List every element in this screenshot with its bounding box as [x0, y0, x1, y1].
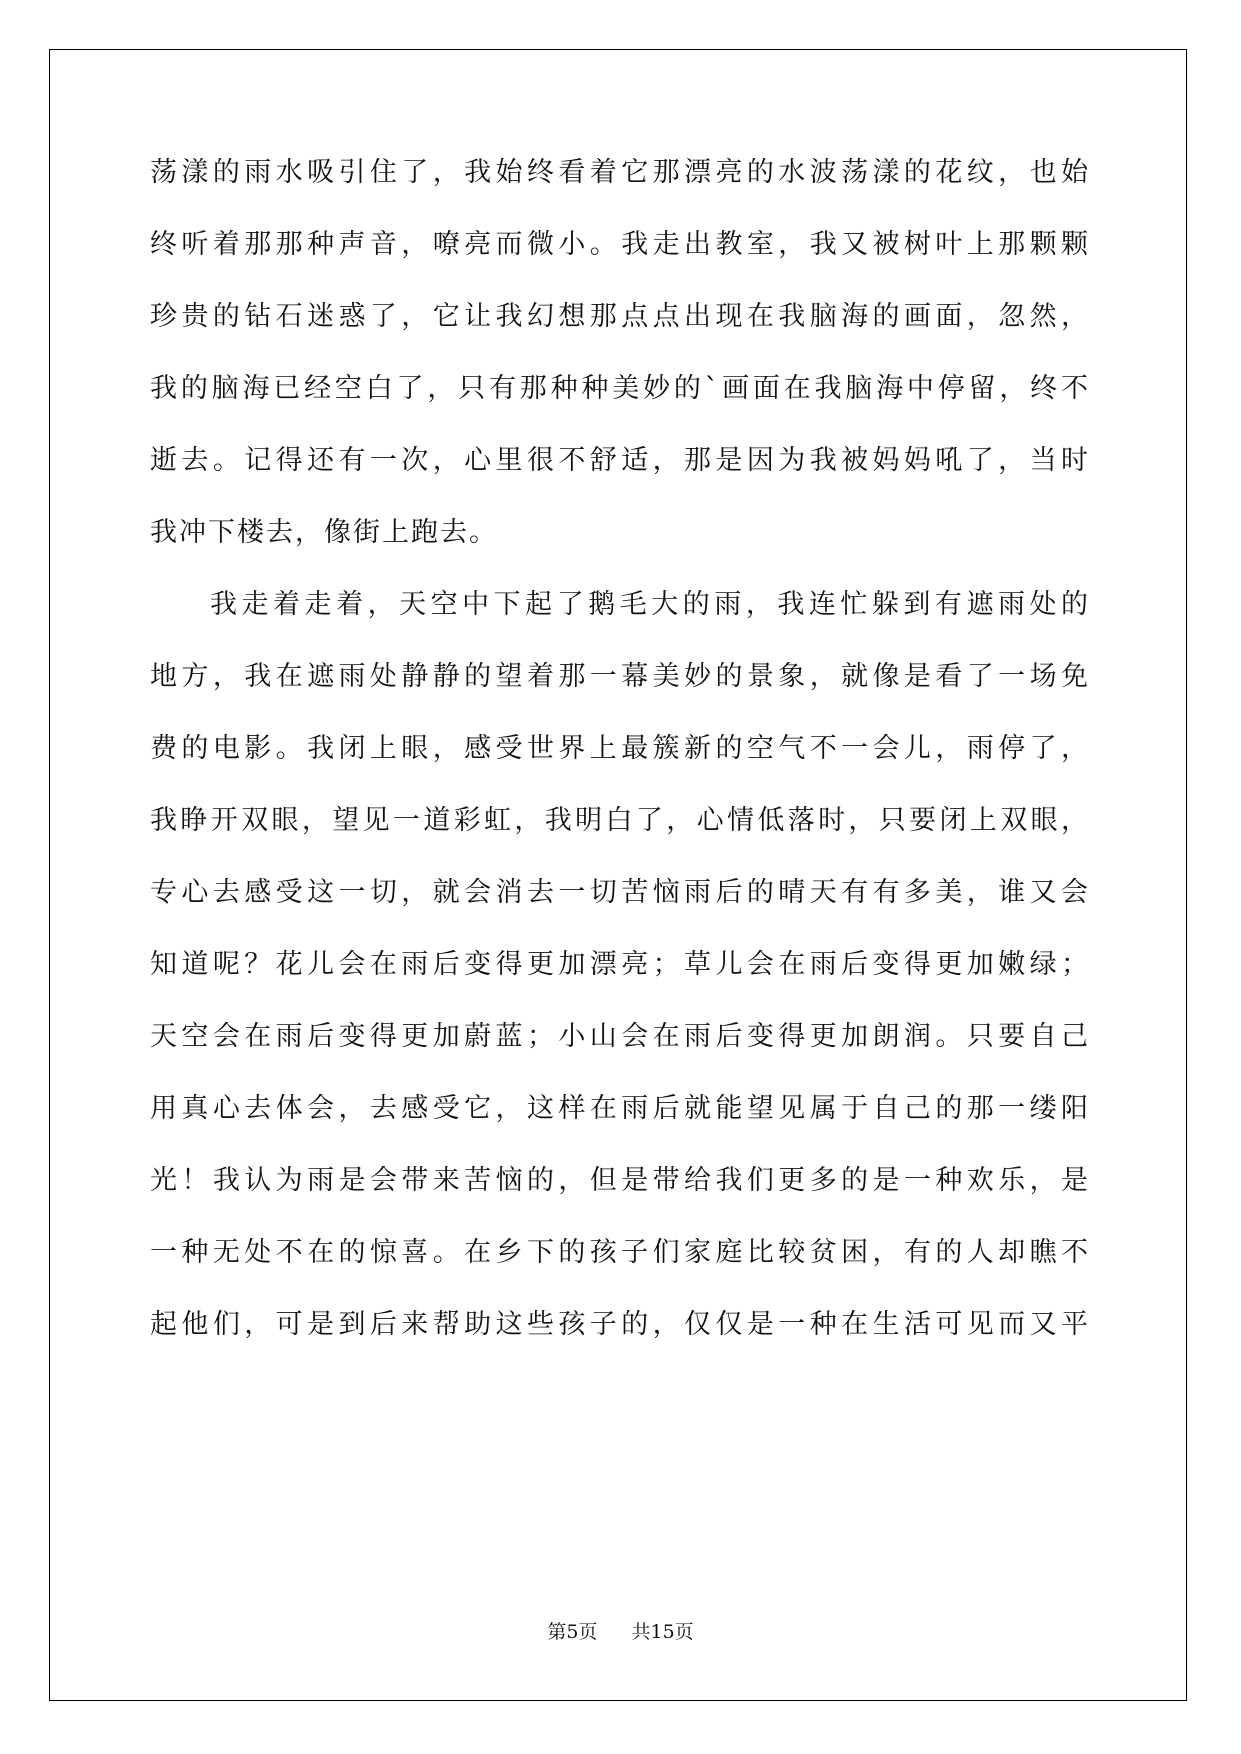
text-line: 荡漾的雨水吸引住了，我始终看着它那漂亮的水波荡漾的花纹，也始: [150, 157, 1090, 188]
text-line: 我睁开双眼，望见一道彩虹，我明白了，心情低落时，只要闭上双眼，: [150, 805, 1090, 836]
text-line: 一种无处不在的惊喜。在乡下的孩子们家庭比较贫困，有的人却瞧不: [150, 1237, 1090, 1268]
page-total: 共15页: [631, 1621, 694, 1643]
text-line: 地方，我在遮雨处静静的望着那一幕美妙的景象，就像是看了一场免: [150, 661, 1090, 692]
text-line: 专心去感受这一切，就会消去一切苦恼雨后的晴天有有多美，谁又会: [150, 877, 1090, 908]
text-line: 天空会在雨后变得更加蔚蓝；小山会在雨后变得更加朗润。只要自己: [150, 1021, 1090, 1052]
text-line: 珍贵的钻石迷惑了，它让我幻想那点点出现在我脑海的画面，忽然，: [150, 301, 1090, 332]
text-line: 起他们，可是到后来帮助这些孩子的，仅仅是一种在生活可见而又平: [150, 1309, 1090, 1340]
text-line: 我的脑海已经空白了，只有那种种美妙的`画面在我脑海中停留，终不: [150, 373, 1090, 404]
text-line: 知道呢？花儿会在雨后变得更加漂亮；草儿会在雨后变得更加嫩绿；: [150, 949, 1090, 980]
text-line: 我冲下楼去，像街上跑去。: [150, 517, 498, 548]
text-line: 费的电影。我闭上眼，感受世界上最簇新的空气不一会儿，雨停了，: [150, 733, 1090, 764]
page-footer: [0, 1617, 1241, 1644]
page-number: 第5页: [547, 1621, 598, 1643]
text-line: 我走着走着，天空中下起了鹅毛大的雨，我连忙躲到有遮雨处的: [210, 589, 1090, 620]
text-line: 终听着那那种声音，嘹亮而微小。我走出教室，我又被树叶上那颗颗: [150, 229, 1090, 260]
text-line: 光！我认为雨是会带来苦恼的，但是带给我们更多的是一种欢乐，是: [150, 1165, 1090, 1196]
text-line: 用真心去体会，去感受它，这样在雨后就能望见属于自己的那一缕阳: [150, 1093, 1090, 1124]
text-line: 逝去。记得还有一次，心里很不舒适，那是因为我被妈妈吼了，当时: [150, 445, 1090, 476]
